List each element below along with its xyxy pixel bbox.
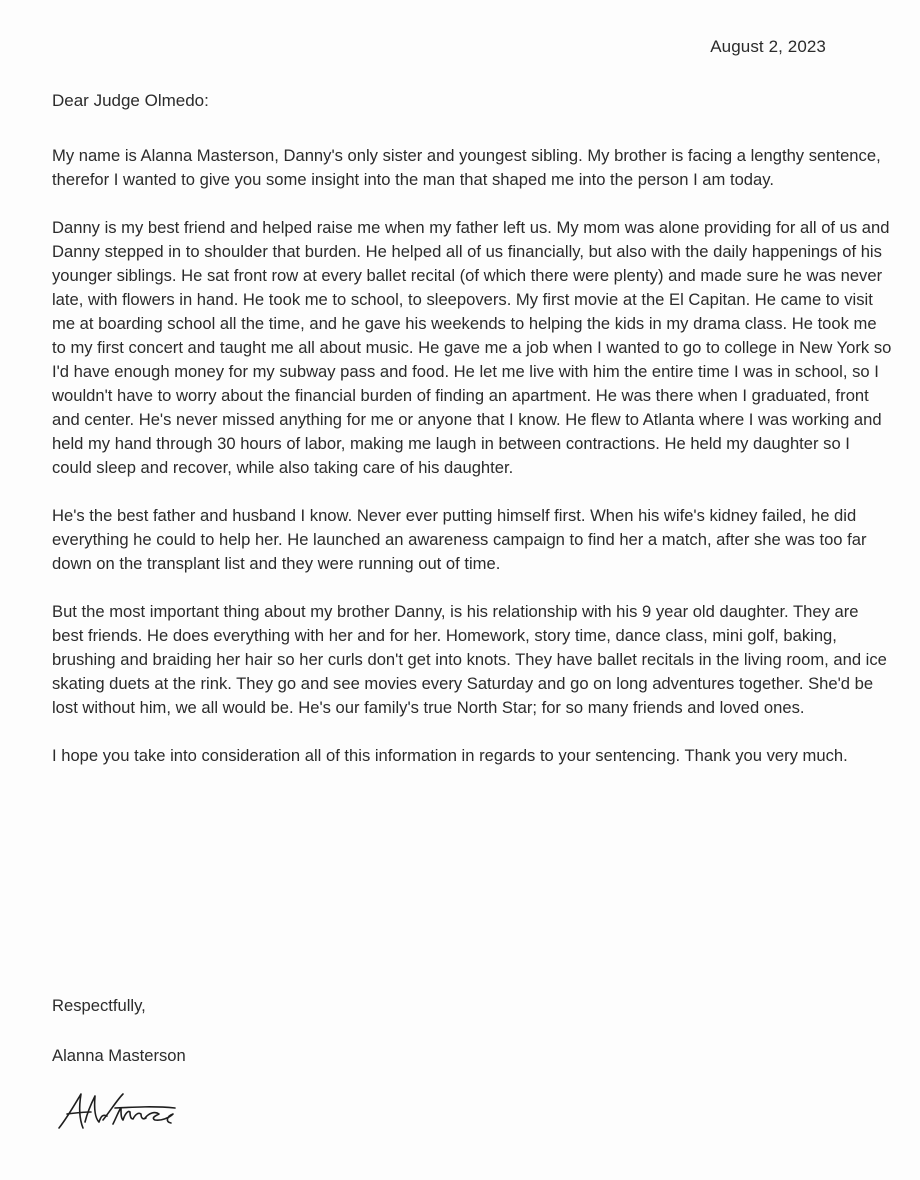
- paragraph-introduction: My name is Alanna Masterson, Danny's only sister and youngest sibling. My brother is facing a lengthy sentence, therefor I wanted to give you some insight into the man that shaped me into the person I am today.: [52, 146, 881, 189]
- paragraph-daughter: But the most important thing about my brother Danny, is his relationship with his 9 year old daughter. They are best friends. He does everything with her and for her. Homework, story time, dance class, mini golf, baking, brushing and braiding her hair so her curls don't get into knots. They have ballet recitals in the living room, and ice skating duets at the rink. They go and see movies every Saturday and go on long adventures together. She'd be lost without him, we all would be. He's our family's true North Star; for so many friends and loved ones.: [52, 602, 887, 717]
- letter-body: [52, 144, 892, 792]
- sender-name: Alanna Masterson: [52, 1046, 186, 1065]
- paragraph-family-man: He's the best father and husband I know. Never ever putting himself first. When his wife's kidney failed, he did everything he could to help her. He launched an awareness campaign to find her a match, after she was too far down on the transplant list and they were running out of time.: [52, 506, 867, 573]
- salutation: Dear Judge Olmedo:: [52, 91, 209, 110]
- handwritten-signature-icon: [55, 1088, 195, 1138]
- closing: Respectfully,: [52, 996, 146, 1015]
- paragraph-request: I hope you take into consideration all of this information in regards to your sentencing. Thank you very much.: [52, 746, 848, 765]
- letter-date: August 2, 2023: [710, 37, 826, 56]
- paragraph-childhood: Danny is my best friend and helped raise me when my father left us. My mom was alone providing for all of us and Danny stepped in to shoulder that burden. He helped all of us financially, but also with the daily happenings of his younger siblings. He sat front row at every ballet recital (of which there were plenty) and made sure he was never late, with flowers in hand. He took me to school, to sleepovers. My first movie at the El Capitan. He came to visit me at boarding school all the time, and he gave his weekends to helping the kids in my drama class. He took me to my first concert and taught me all about music. He gave me a job when I wanted to go to college in New York so I'd have enough money for my subway pass and food. He let me live with him the entire time I was in school, so I wouldn't have to worry about the financial burden of finding an apartment. He was there when I graduated, front and center. He's never missed anything for me or anyone that I know. He flew to Atlanta where I was working and held my hand through 30 hours of labor, making me laugh in between contractions. He held my daughter so I could sleep and recover, while also taking care of his daughter.: [52, 218, 892, 477]
